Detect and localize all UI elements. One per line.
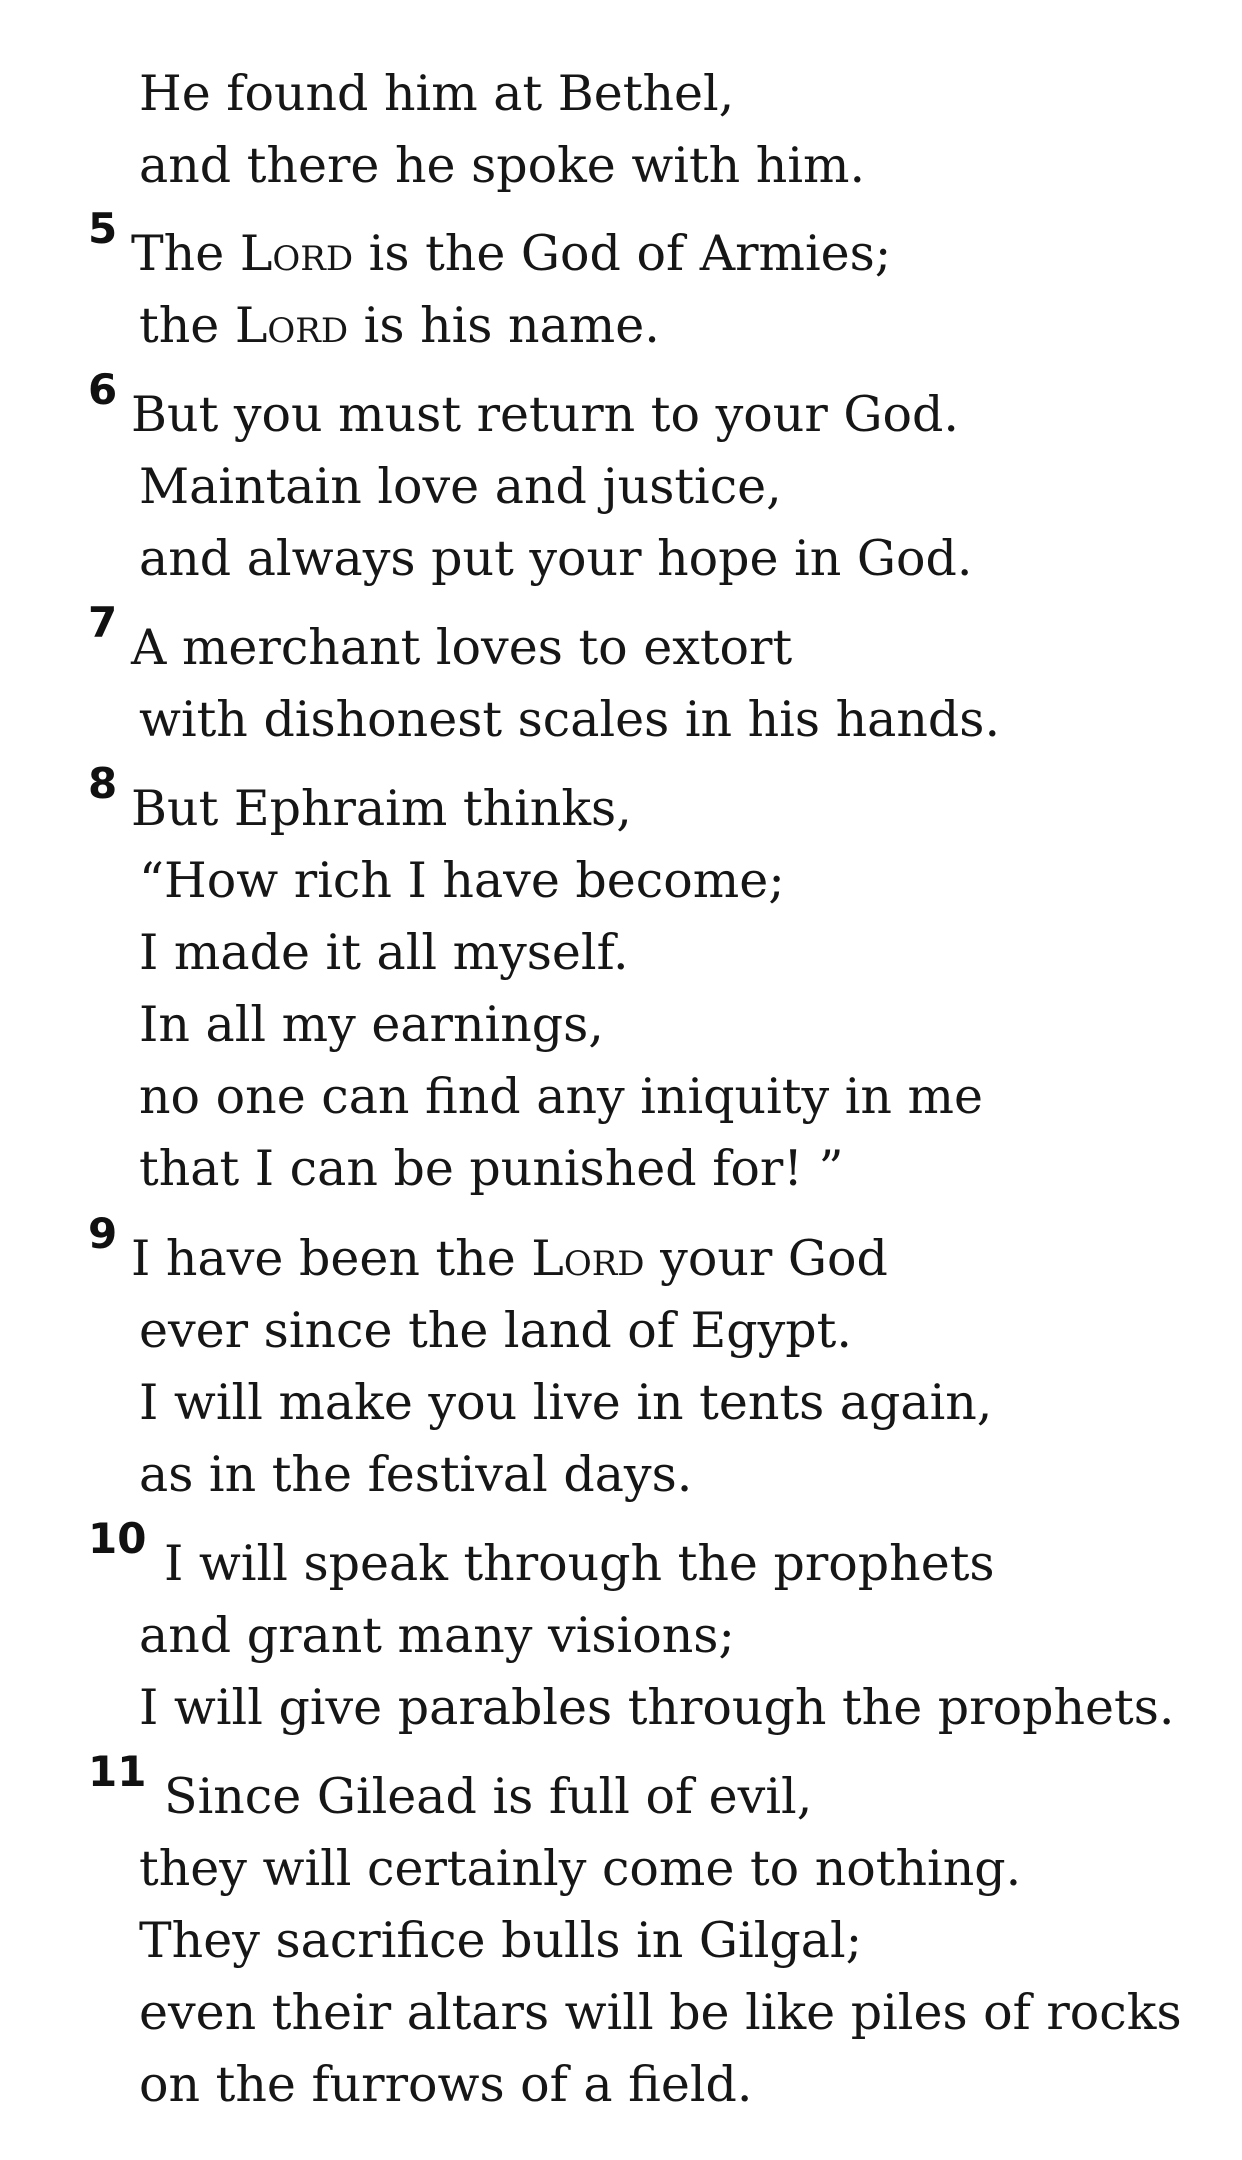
verse-number: 10 xyxy=(88,1514,147,1563)
verse-7 xyxy=(0,598,1001,756)
verse-9 xyxy=(0,1209,993,1511)
verse-10 xyxy=(0,1514,1175,1744)
lord-small-caps: Lord xyxy=(531,1230,645,1287)
verse-line: they will certainly come to nothing. xyxy=(139,1840,1022,1897)
verse-line: A merchant loves to extort xyxy=(131,619,793,676)
verse-line: But Ephraim thinks, xyxy=(131,780,632,837)
verse-line: even their altars will be like piles of rocks xyxy=(139,1984,1182,2041)
verse-line: ever since the land of Egypt. xyxy=(139,1302,852,1359)
verse-line: In all my earnings, xyxy=(139,996,604,1053)
verse-line: as in the festival days. xyxy=(139,1446,693,1503)
verse-5 xyxy=(0,204,892,362)
verse-line: I have been the Lord your God xyxy=(131,1230,888,1287)
verse-line: no one can find any iniquity in me xyxy=(139,1068,983,1125)
verse-continuation xyxy=(0,58,865,202)
verse-line: and grant many visions; xyxy=(139,1607,735,1664)
verse-line: the Lord is his name. xyxy=(139,297,660,354)
verse-8 xyxy=(0,759,983,1205)
verse-line: and there he spoke with him. xyxy=(139,137,866,194)
verse-line: Since Gilead is full of evil, xyxy=(164,1768,813,1825)
verse-number: 6 xyxy=(88,365,118,414)
verse-line: I made it all myself. xyxy=(139,924,629,981)
verse-number: 8 xyxy=(88,759,118,808)
verse-line: They sacrifice bulls in Gilgal; xyxy=(139,1912,863,1969)
verse-line: The Lord is the God of Armies; xyxy=(131,225,892,282)
verse-line: I will make you live in tents again, xyxy=(139,1374,993,1431)
verse-line: and always put your hope in God. xyxy=(139,530,973,587)
verse-line: on the furrows of a field. xyxy=(139,2056,753,2113)
verse-11 xyxy=(0,1747,1182,2121)
verse-line: with dishonest scales in his hands. xyxy=(139,691,1001,748)
verse-number: 5 xyxy=(88,204,118,253)
verse-line: He found him at Bethel, xyxy=(139,65,735,122)
verse-line: I will give parables through the prophets. xyxy=(139,1679,1175,1736)
verse-number: 11 xyxy=(88,1747,147,1796)
lord-small-caps: Lord xyxy=(239,225,354,282)
verse-6 xyxy=(0,365,973,595)
verse-number: 9 xyxy=(88,1209,118,1258)
lord-small-caps: Lord xyxy=(234,297,349,354)
verse-line: “How rich I have become; xyxy=(139,852,785,909)
verse-line: I will speak through the prophets xyxy=(164,1535,995,1592)
verse-line: Maintain love and justice, xyxy=(139,458,782,515)
verse-line: But you must return to your God. xyxy=(131,386,959,443)
verse-line: that I can be punished for! ” xyxy=(139,1140,844,1197)
verse-number: 7 xyxy=(88,598,118,647)
